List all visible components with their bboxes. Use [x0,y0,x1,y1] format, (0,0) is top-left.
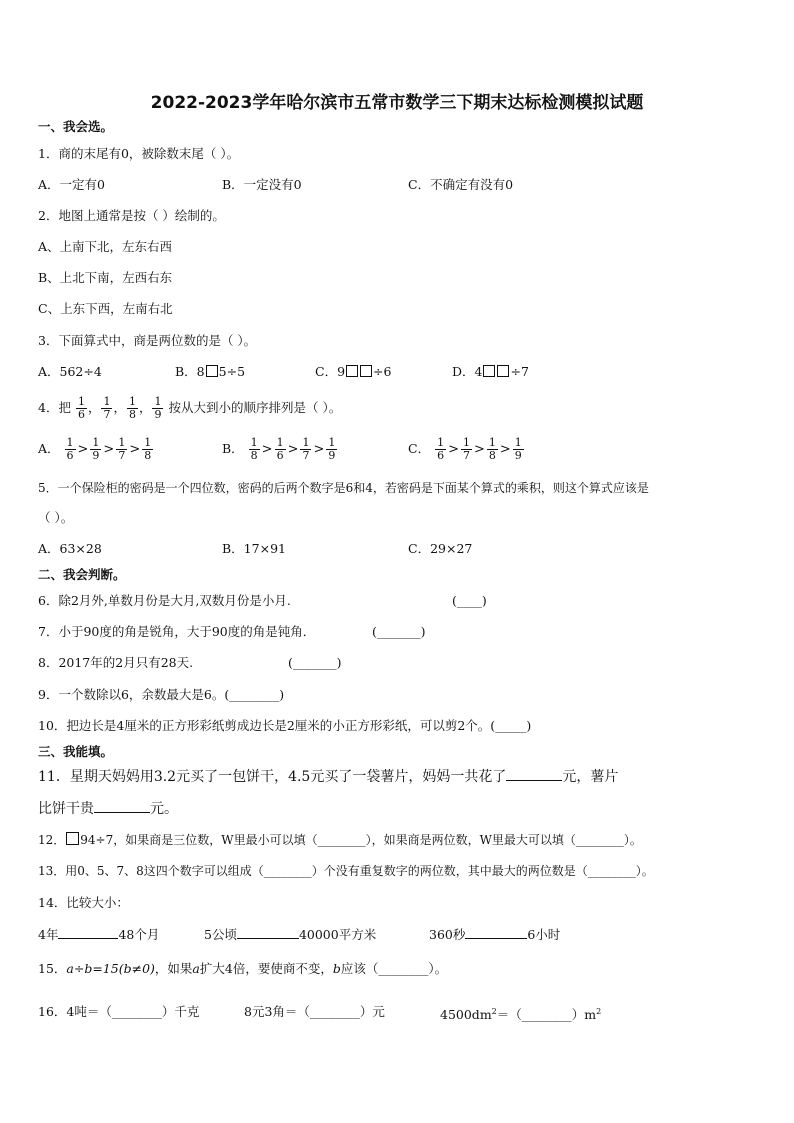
fraction [300,437,311,462]
denominator: 7 [103,408,111,421]
superscript-2: 2 [596,1007,602,1016]
question-4-stem [38,394,341,422]
question-7-answer-blank: (_______) [372,624,426,639]
fraction-1-8 [127,396,138,421]
question-3-stem: 3．下面算式中，商是两位数的是（ ）。 [38,333,257,348]
question-3-option-d [452,363,529,381]
greater-than: > [473,441,485,457]
question-2-option-a: A、上南下北，左东右西 [38,239,173,254]
denominator: 6 [77,408,85,421]
denominator: 6 [276,449,284,462]
denominator: 8 [250,449,258,462]
fraction [487,437,498,462]
denominator: 8 [488,449,496,462]
greater-than: > [313,441,325,457]
question-3-option-b [175,363,245,381]
denominator: 7 [302,449,310,462]
numerator: 1 [437,436,445,449]
numerator: 1 [488,436,496,449]
numerator: 1 [250,436,258,449]
answer-blank [465,928,527,939]
option-c-prefix: C．9 [315,364,346,379]
compare-right: 6小时 [527,927,561,942]
question-5-stem: 5．一个保险柜的密码是一个四位数，密码的后两个数字是6和4，若密码是下面某个算式的乘积，则这个算式应该是 [38,481,649,495]
answer-blank [58,928,118,939]
question-6-answer-blank: (____) [452,593,487,608]
greater-than: > [448,441,459,457]
denominator: 6 [66,449,74,462]
q16c-left: 4500dm [440,1007,492,1023]
fraction [249,437,260,462]
question-14-item-a [38,926,159,944]
question-4-option-c [408,435,525,464]
q4-prefix: 4．把 [38,400,71,415]
question-5-stem-continued: （ ）。 [38,510,74,525]
question-14-item-c [429,926,560,944]
question-16-item-c [440,1003,601,1024]
greater-than: > [499,441,511,457]
q4-suffix: 按从大到小的顺序排列是（ ）。 [168,400,342,415]
option-c-suffix: ÷6 [373,364,392,379]
question-5-option-b: B．17×91 [222,541,286,556]
blank-box [346,365,358,377]
question-4-option-b [222,435,338,464]
question-8-answer-blank: (_______) [288,655,342,670]
denominator: 7 [462,449,470,462]
denominator: 7 [118,449,126,462]
q12-text: 94÷7，如果商是三位数，W里最小可以填（________），如果商是两位数，W里最大可以填（________）。 [80,833,642,847]
q15-text: 应该（________）。 [340,961,448,976]
fraction [90,437,101,462]
answer-blank [506,770,562,781]
superscript-2: 2 [491,1007,497,1016]
answer-blank [94,802,150,813]
numerator: 1 [66,436,74,449]
blank-box [66,832,79,845]
numerator: 1 [128,395,136,408]
numerator: 1 [103,395,111,408]
section-heading-choose: 一、我会选。 [38,119,114,134]
q12-number: 12． [38,833,66,847]
answer-blank [237,928,299,939]
question-1-option-b: B．一定没有0 [222,177,302,192]
option-label: B． [222,441,244,456]
question-7: 7．小于90度的角是锐角，大于90度的角是钝角． [38,624,316,639]
question-11-line-1 [38,768,618,786]
question-1-stem: 1．商的末尾有0，被除数末尾（ ）。 [38,146,240,161]
fraction [275,437,286,462]
fraction-1-7 [101,396,112,421]
comma: ， [138,400,152,415]
q16c-right: ＝（________）m [496,1007,597,1023]
fraction-1-6 [76,396,87,421]
q15-text: 扩大4倍，要使商不变， [199,961,333,976]
numerator: 1 [92,436,100,449]
numerator: 1 [144,436,152,449]
denominator: 9 [328,449,336,462]
denominator: 9 [514,449,522,462]
denominator: 9 [92,449,100,462]
q15-number: 15． [38,961,67,976]
greater-than: > [77,441,89,457]
greater-than: > [103,441,115,457]
fraction [116,437,127,462]
option-label: A． [38,441,60,456]
comma: ， [87,400,101,415]
denominator: 8 [128,408,136,421]
compare-left: 5公顷 [204,927,237,942]
q15-text: ，如果 [154,961,193,976]
comma: ， [113,400,126,415]
numerator: 1 [462,436,470,449]
denominator: 9 [154,408,162,421]
question-15 [38,960,447,978]
question-3-option-c [315,363,391,381]
variable-b: b [332,961,341,976]
variable-a: a [192,961,200,976]
question-2-stem: 2．地图上通常是按（ ）绘制的。 [38,208,225,223]
greater-than: > [129,441,141,457]
numerator: 1 [276,436,284,449]
section-heading-judge: 二、我会判断。 [38,567,126,582]
fraction [326,437,337,462]
q11-text: 比饼干贵 [38,801,94,817]
compare-right: 40000平方米 [298,927,377,942]
question-1-option-c: C．不确定有没有0 [408,177,514,192]
blank-box [360,365,372,377]
compare-left: 4年 [38,927,59,942]
question-11-line-2 [38,800,178,818]
question-16-item-a: 16．4吨＝（________）千克 [38,1004,200,1019]
option-b-prefix: B．8 [175,364,205,379]
fraction [513,437,524,462]
fraction [65,437,76,462]
numerator: 1 [514,436,522,449]
greater-than: > [287,441,299,457]
numerator: 1 [118,436,126,449]
option-d-prefix: D．4 [452,364,483,379]
question-2-option-b: B、上北下南，左西右东 [38,270,173,285]
question-14-stem: 14．比较大小： [38,895,129,910]
compare-right: 48个月 [118,927,160,942]
question-13: 13．用0、5、7、8这四个数字可以组成（________）个没有重复数字的两位数，其中最大的两位数是（________）。 [38,864,654,878]
numerator: 1 [77,395,85,408]
q11-text-end: 元。 [150,801,178,817]
question-16-item-b: 8元3角＝（________）元 [244,1004,385,1019]
numerator: 1 [302,436,310,449]
fraction [435,437,446,462]
fraction [142,437,153,462]
option-b-suffix: 5÷5 [218,364,246,379]
q15-formula: a÷b=15(b≠0) [66,961,155,976]
blank-box [483,365,495,377]
blank-box [497,365,509,377]
denominator: 6 [437,449,445,462]
numerator: 1 [154,395,162,408]
question-2-option-c: C、上东下西，左南右北 [38,301,173,316]
question-14-item-b [204,926,376,944]
question-5-option-c: C．29×27 [408,541,473,556]
option-d-suffix: ÷7 [510,364,529,379]
question-8: 8．2017年的2月只有28天. [38,655,194,670]
question-4-option-a [38,435,154,464]
compare-left: 360秒 [429,927,466,942]
question-9: 9．一个数除以6，余数最大是6。(________) [38,687,285,702]
blank-box [206,365,218,377]
question-12 [38,831,642,849]
numerator: 1 [328,436,336,449]
section-heading-fill: 三、我能填。 [38,744,114,759]
q11-text-end: 元，薯片 [562,769,619,785]
question-6: 6．除2月外,单数月份是大月,双数月份是小月. [38,593,291,608]
option-label: C． [408,441,431,456]
fraction [461,437,472,462]
greater-than: > [261,441,273,457]
denominator: 8 [144,449,152,462]
question-5-option-a: A．63×28 [38,541,102,556]
q11-text: 11．星期天妈妈用3.2元买了一包饼干，4.5元买了一袋薯片，妈妈一共花了 [38,769,507,785]
page-title: 2022-2023学年哈尔滨市五常市数学三下期末达标检测模拟试题 [150,93,644,113]
question-1-option-a: A．一定有0 [38,177,105,192]
question-10: 10．把边长是4厘米的正方形彩纸剪成边长是2厘米的小正方形彩纸，可以剪2个。(_____) [38,718,532,733]
question-3-option-a: A．562÷4 [38,364,102,379]
fraction-1-9 [152,396,163,421]
